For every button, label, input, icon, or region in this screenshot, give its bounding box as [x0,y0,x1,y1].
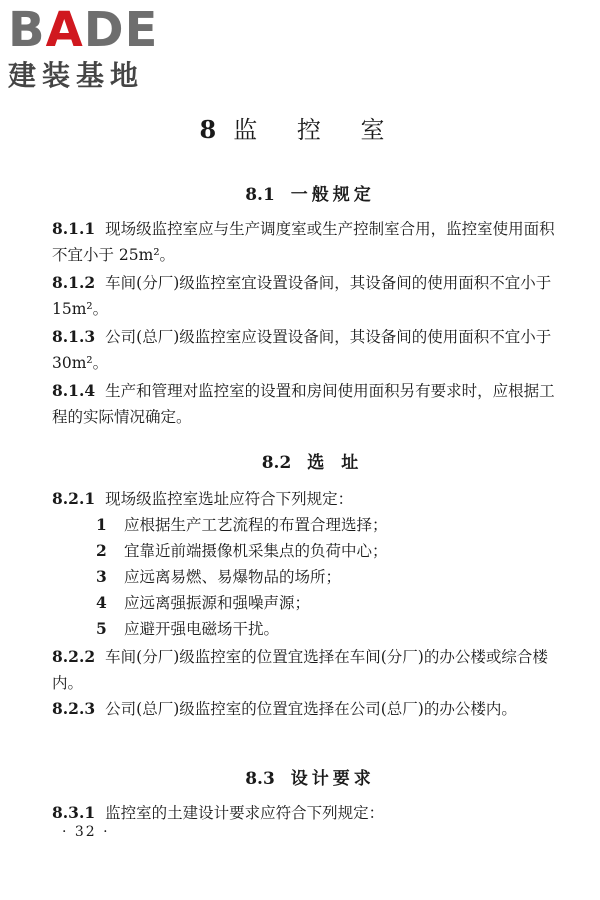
clause-8-2-1: 8.2.1 现场级监控室选址应符合下列规定： [52,489,354,508]
clause-8-1-2: 8.1.2 车间(分厂)级监控室宜设置设备间，其设备间的使用面积不宜小于 15m²。 [52,273,552,318]
list-item: 4 应远离强振源和强噪声源； [96,593,311,612]
clause-8-1-4: 8.1.4 生产和管理对监控室的设置和房间使用面积另有要求时，应根据工程的实际情况确定。 [52,381,555,426]
section-title-8-3: 8.3 设计要求 [245,769,375,789]
page-number: · 32 · [62,824,110,840]
clause-8-2-3: 8.2.3 公司(总厂)级监控室的位置宜选择在公司(总厂)的办公楼内。 [52,699,517,718]
section-title-8-1: 8.1 一般规定 [245,185,375,205]
logo-subtitle: 建装基地 [8,59,145,92]
bade-logo [8,2,178,94]
logo-wordmark: BADE [8,2,159,58]
clause-8-1-3: 8.1.3 公司(总厂)级监控室应设置设备间，其设备间的使用面积不宜小于 30m²。 [52,327,552,372]
section-title-8-2: 8.2 选 址 [261,453,359,473]
list-item: 2 宜靠近前端摄像机采集点的负荷中心； [96,541,388,560]
chapter-number: 8 [199,115,220,144]
clause-8-3-1: 8.3.1 监控室的土建设计要求应符合下列规定： [52,803,385,822]
chapter-name: 监 控 室 [233,116,401,144]
list-item: 5 应避开强电磁场干扰。 [96,619,280,638]
clause-8-2-2: 8.2.2 车间(分厂)级监控室的位置宜选择在车间(分厂)的办公楼或综合楼内。 [52,647,548,692]
list-item: 3 应远离易燃、易爆物品的场所； [96,567,342,586]
list-item: 1 应根据生产工艺流程的布置合理选择； [96,515,388,534]
chapter-title [0,110,600,145]
clause-8-1-1: 8.1.1 现场级监控室应与生产调度室或生产控制室合用，监控室使用面积不宜小于 25m²。 [52,219,555,264]
